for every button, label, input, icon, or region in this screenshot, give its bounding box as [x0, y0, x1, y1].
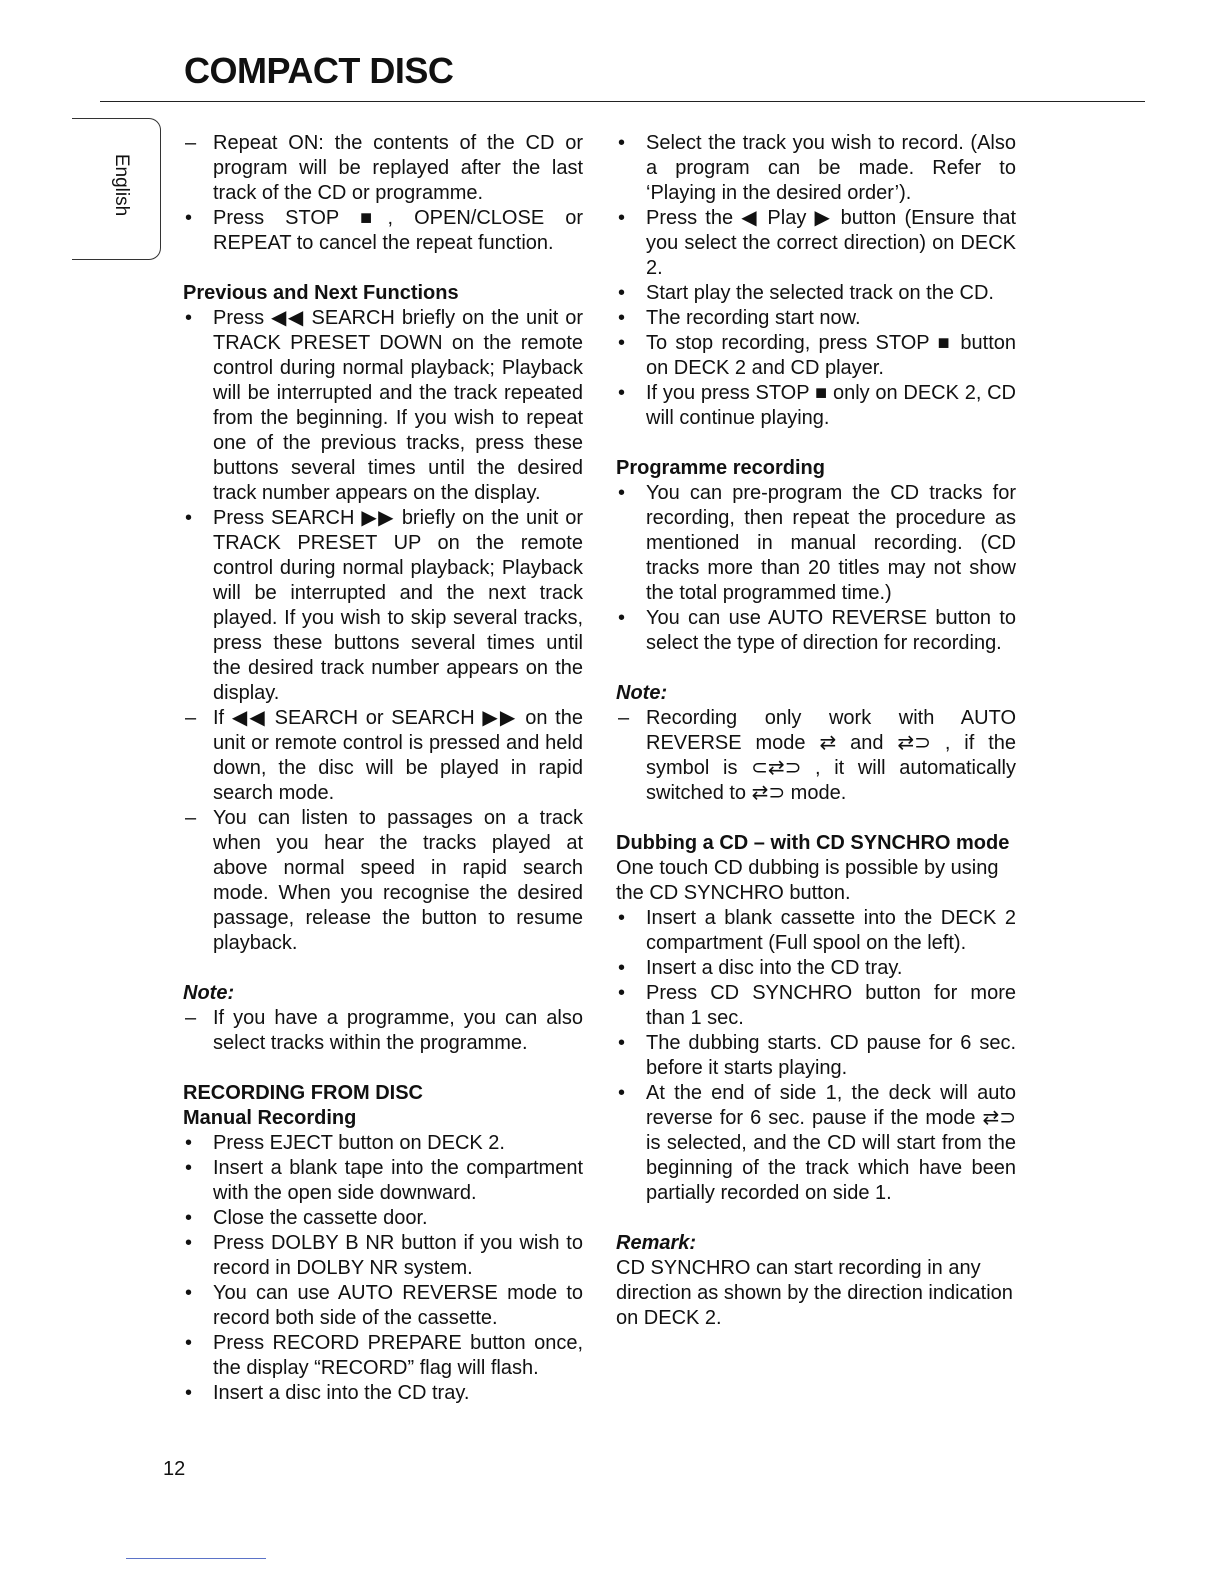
remark-text: CD SYNCHRO can start recording in any direction as shown by the direction indication on DECK 2.: [616, 1257, 1013, 1329]
language-tab-label: English: [111, 153, 133, 217]
list-item: – If ◀◀ SEARCH or SEARCH ▶▶ on the unit or remote control is pressed and held down, the disc will be played in rapid search mode.: [185, 707, 583, 804]
list-item: • Select the track you wish to record. (Also a program can be made. Refer to ‘Playing in the desired order’).: [618, 132, 1016, 204]
list-item: • Press CD SYNCHRO button for more than 1 sec.: [618, 982, 1016, 1029]
list-item: • Press EJECT button on DECK 2.: [185, 1132, 505, 1154]
page-number: 12: [163, 1458, 186, 1480]
recording-list: [183, 1131, 583, 1406]
list-item: • Press ◀◀ SEARCH briefly on the unit or TRACK PRESET DOWN on the remote control during normal playback; Playback will be interrupted and the track repeated from the beginning. If you wish to repeat one of the previous tracks, press these buttons several times until the desired track number appears on the display.: [185, 307, 583, 504]
footer-rule: [126, 1558, 266, 1559]
list-item: • Insert a disc into the CD tray.: [185, 1382, 470, 1404]
dubbing-intro: One touch CD dubbing is possible by using the CD SYNCHRO button.: [616, 857, 999, 904]
list-item: • To stop recording, press STOP ■ button on DECK 2 and CD player.: [618, 332, 1016, 379]
list-item: • Insert a blank cassette into the DECK 2 compartment (Full spool on the left).: [618, 907, 1016, 954]
list-item: – Recording only work with AUTO REVERSE mode ⇄ and ⇄⊃ , if the symbol is ⊂⇄⊃ , it will automatically switched to ⇄⊃ mode.: [618, 707, 1016, 804]
list-item: • The recording start now.: [618, 307, 861, 329]
list-item: • Press DOLBY B NR button if you wish to record in DOLBY NR system.: [185, 1232, 583, 1279]
list-item: – You can listen to passages on a track when you hear the tracks played at above normal speed in rapid search mode. When you recognise the desired passage, release the button to resume playback.: [185, 807, 583, 954]
list-item: • At the end of side 1, the deck will auto reverse for 6 sec. pause if the mode ⇄⊃ is selected, and the CD will start from the beginning of the track which have been partially recorded on side 1.: [618, 1082, 1016, 1204]
note-label: Note:: [183, 982, 235, 1004]
manual-recording-subheading: Manual Recording: [183, 1107, 357, 1129]
list-item: • The dubbing starts. CD pause for 6 sec. before it starts playing.: [618, 1032, 1016, 1079]
list-item: • Insert a disc into the CD tray.: [618, 957, 903, 979]
list-item: • You can use AUTO REVERSE mode to record both side of the cassette.: [185, 1282, 583, 1329]
list-item: • Press the ◀ Play ▶ button (Ensure that you select the correct direction) on DECK 2.: [618, 207, 1016, 279]
header-rule: [100, 101, 1145, 102]
list-item: • Press STOP ■, OPEN/CLOSE or REPEAT to cancel the repeat function.: [185, 207, 583, 254]
list-item: • Press RECORD PREPARE button once, the display “RECORD” flag will flash.: [185, 1332, 583, 1379]
prev-next-list: [183, 306, 583, 956]
dubbing-list: [616, 906, 1016, 1206]
prev-next-heading: Previous and Next Functions: [183, 282, 459, 304]
list-item: • If you press STOP ■ only on DECK 2, CD will continue playing.: [618, 382, 1016, 429]
page-title: COMPACT DISC: [184, 50, 454, 91]
list-item: – Repeat ON: the contents of the CD or program will be replayed after the last track of the CD or programme.: [185, 132, 583, 204]
list-item: • Close the cassette door.: [185, 1207, 428, 1229]
repeat-list: [183, 131, 583, 256]
programme-list: [616, 481, 1016, 656]
list-item: • You can use AUTO REVERSE button to select the type of direction for recording.: [618, 607, 1016, 654]
list-item: • Insert a blank tape into the compartment with the open side downward.: [185, 1157, 583, 1204]
manual-recording-steps: [616, 131, 1016, 431]
list-item: • Start play the selected track on the CD.: [618, 282, 994, 304]
list-item: • Press SEARCH ▶▶ briefly on the unit or TRACK PRESET UP on the remote control during normal playback; Playback will be interrupted and the next track played. If you wish to skip several tracks, press these buttons several times until the desired track number appears on the display.: [185, 507, 583, 704]
note-label: Note:: [616, 682, 668, 704]
recording-heading: RECORDING FROM DISC: [183, 1082, 423, 1104]
remark-label: Remark:: [616, 1232, 697, 1254]
right-column: [616, 131, 1016, 1331]
programme-recording-heading: Programme recording: [616, 457, 825, 479]
list-item: – If you have a programme, you can also select tracks within the programme.: [185, 1007, 583, 1054]
dubbing-heading: Dubbing a CD – with CD SYNCHRO mode: [616, 832, 1010, 854]
left-column: [183, 131, 583, 1406]
list-item: • You can pre-program the CD tracks for recording, then repeat the procedure as mentioned in manual recording. (CD tracks more than 20 titles may not show the total programmed time.): [618, 482, 1016, 604]
